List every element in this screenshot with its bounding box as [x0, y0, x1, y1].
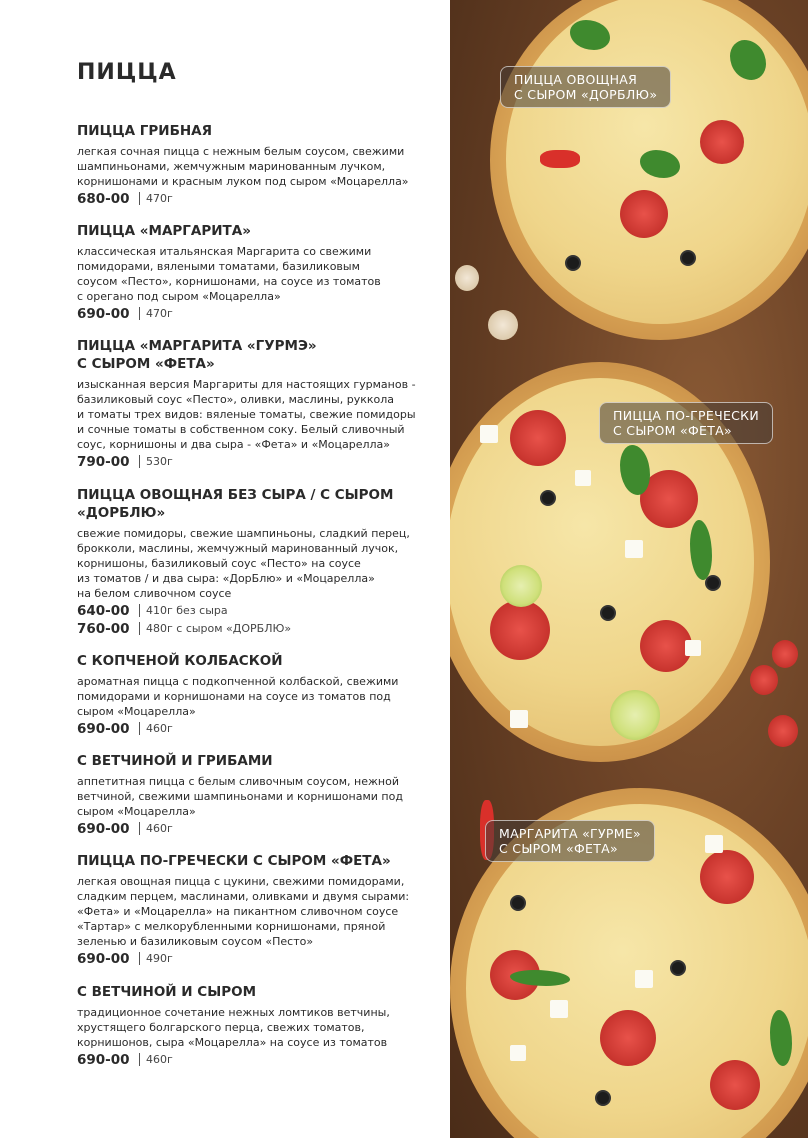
- item-name: ПИЦЦА «МАРГАРИТА»: [77, 223, 251, 239]
- price-row: [77, 620, 437, 637]
- item-price: 690-00: [77, 950, 130, 967]
- item-description: легкая сочная пицца с нежным белым соусом, свежими шампиньонами, жемчужным маринованным лучком, корнишонами и красным луком под сыром «Моцарелла»: [77, 145, 409, 188]
- price-row: [77, 950, 437, 967]
- item-description: аппетитная пицца с белым сливочным соусом, нежной ветчиной, свежими шампиньонами и корнишонами под сыром «Моцарелла»: [77, 775, 403, 818]
- zucchini-slice: [610, 690, 660, 740]
- item-weight: 460г: [146, 1053, 173, 1066]
- feta-cube: [685, 640, 701, 656]
- photo-label: ПИЦЦА ПО-ГРЕЧЕСКИ С СЫРОМ «ФЕТА»: [599, 402, 773, 444]
- feta-cube: [510, 1045, 526, 1061]
- pizza-photo: [450, 0, 808, 1138]
- divider: [139, 455, 140, 468]
- tomato-slice: [700, 850, 754, 904]
- feta-cube: [625, 540, 643, 558]
- tomato-slice: [710, 1060, 760, 1110]
- pepper-slice: [540, 150, 580, 168]
- price-row: [77, 1051, 437, 1068]
- photo-label: МАРГАРИТА «ГУРМЕ» С СЫРОМ «ФЕТА»: [485, 820, 655, 862]
- olive: [565, 255, 581, 271]
- feta-cube: [480, 425, 498, 443]
- item-price: 690-00: [77, 820, 130, 837]
- item-name: ПИЦЦА ПО-ГРЕЧЕСКИ С СЫРОМ «ФЕТА»: [77, 853, 391, 869]
- olive: [670, 960, 686, 976]
- item-price: 640-00: [77, 602, 130, 619]
- item-weight: 530г: [146, 455, 173, 468]
- price-row: [77, 720, 437, 737]
- menu-item: [77, 337, 437, 470]
- feta-cube: [575, 470, 591, 486]
- menu-item: [77, 222, 437, 322]
- divider: [139, 604, 140, 617]
- page-title: ПИЦЦА: [77, 60, 177, 85]
- item-name: ПИЦЦА ОВОЩНАЯ БЕЗ СЫРА / С СЫРОМ «ДОРБЛЮ»: [77, 487, 394, 521]
- price-row: [77, 453, 437, 470]
- item-name: С ВЕТЧИНОЙ И ГРИБАМИ: [77, 753, 273, 769]
- item-weight: 490г: [146, 952, 173, 965]
- cherry-tomato: [772, 640, 798, 668]
- item-description: изысканная версия Маргариты для настоящих гурманов - базиликовый соус «Песто», оливки, маслины, руккола и томаты трех видов: вяленые томаты, свежие помидоры и сочные томаты в собственном соку. Белый сливочный соус, корнишоны и два сыра - «Фета» и «Моцарелла»: [77, 378, 416, 451]
- item-description: традиционное сочетание нежных ломтиков ветчины, хрустящего болгарского перца, свежих томатов, корнишонов, сыра «Моцарелла» на соусе из томатов: [77, 1006, 390, 1049]
- item-weight: 460г: [146, 822, 173, 835]
- tomato-slice: [490, 600, 550, 660]
- menu-item: [77, 486, 437, 637]
- divider: [139, 622, 140, 635]
- item-weight: 470г: [146, 192, 173, 205]
- divider: [139, 822, 140, 835]
- item-price: 680-00: [77, 190, 130, 207]
- tomato-slice: [700, 120, 744, 164]
- price-row: [77, 820, 437, 837]
- item-price: 790-00: [77, 453, 130, 470]
- olive: [540, 490, 556, 506]
- item-weight: 480г с сыром «ДОРБЛЮ»: [146, 622, 292, 635]
- cherry-tomato: [750, 665, 778, 695]
- divider: [139, 952, 140, 965]
- menu-item: [77, 983, 437, 1068]
- tomato-slice: [600, 1010, 656, 1066]
- feta-cube: [635, 970, 653, 988]
- tomato-slice: [510, 410, 566, 466]
- olive: [510, 895, 526, 911]
- item-name: С ВЕТЧИНОЙ И СЫРОМ: [77, 984, 257, 1000]
- feta-cube: [550, 1000, 568, 1018]
- menu-item: [77, 852, 437, 967]
- price-row: [77, 602, 437, 619]
- tomato-slice: [620, 190, 668, 238]
- olive: [595, 1090, 611, 1106]
- item-weight: 460г: [146, 722, 173, 735]
- item-name: ПИЦЦА ГРИБНАЯ: [77, 123, 213, 139]
- item-price: 760-00: [77, 620, 130, 637]
- item-description: классическая итальянская Маргарита со свежими помидорами, вялеными томатами, базиликовым соусом «Песто», корнишонами, на соусе из томатов с орегано под сыром «Моцарелла»: [77, 245, 381, 303]
- feta-cube: [510, 710, 528, 728]
- price-row: [77, 190, 437, 207]
- item-price: 690-00: [77, 1051, 130, 1068]
- olive: [600, 605, 616, 621]
- menu-item: [77, 752, 437, 837]
- zucchini-slice: [500, 565, 542, 607]
- divider: [139, 1053, 140, 1066]
- menu-item: [77, 122, 437, 207]
- olive: [680, 250, 696, 266]
- item-price: 690-00: [77, 720, 130, 737]
- divider: [139, 722, 140, 735]
- photo-label: ПИЦЦА ОВОЩНАЯ С СЫРОМ «ДОРБЛЮ»: [500, 66, 671, 108]
- item-price: 690-00: [77, 305, 130, 322]
- menu-item: [77, 652, 437, 737]
- divider: [139, 192, 140, 205]
- price-row: [77, 305, 437, 322]
- mushroom: [488, 310, 518, 340]
- item-description: ароматная пицца с подкопченной колбаской, свежими помидорами и корнишонами на соусе из томатов под сыром «Моцарелла»: [77, 675, 399, 718]
- olive: [705, 575, 721, 591]
- item-weight: 410г без сыра: [146, 604, 228, 617]
- item-name: ПИЦЦА «МАРГАРИТА «ГУРМЭ» С СЫРОМ «ФЕТА»: [77, 338, 317, 372]
- feta-cube: [705, 835, 723, 853]
- item-weight: 470г: [146, 307, 173, 320]
- item-name: С КОПЧЕНОЙ КОЛБАСКОЙ: [77, 653, 283, 669]
- item-description: легкая овощная пицца с цукини, свежими помидорами, сладким перцем, маслинами, оливками и двумя сырами: «Фета» и «Моцарелла» на пикантном сливочном соусе «Тартар» с мелкорубленными корнишонами, пряной зеленью и базиликовым соусом «Песто»: [77, 875, 410, 948]
- divider: [139, 307, 140, 320]
- cherry-tomato: [768, 715, 798, 747]
- mushroom: [455, 265, 479, 291]
- item-description: свежие помидоры, свежие шампиньоны, сладкий перец, брокколи, маслины, жемчужный маринованный лучок, корнишоны, базиликовый соус «Песто» на соусе из томатов / и два сыра: «ДорБлю» и «Моцарелла» на белом сливочном соусе: [77, 527, 410, 600]
